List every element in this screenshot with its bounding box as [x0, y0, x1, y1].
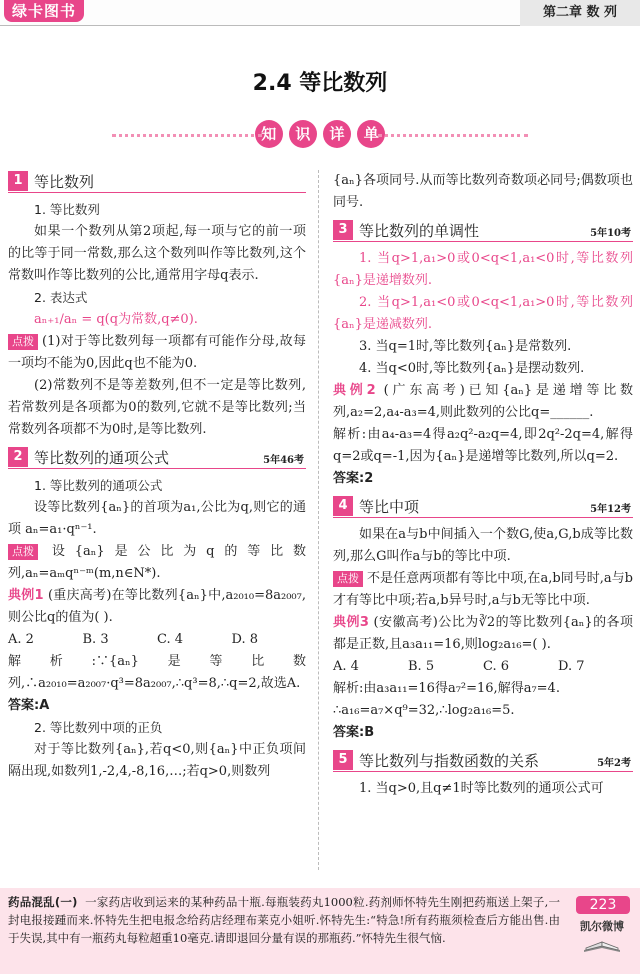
- example-2: [333, 380, 633, 424]
- note-tag: 点拨: [333, 571, 363, 587]
- banner-dots-right: [378, 134, 528, 137]
- example-label: 典例2: [333, 383, 376, 398]
- subheading: 1. 等比数列: [34, 202, 100, 217]
- note-text: (1)对于等比数列每一项都有可能作分母,故每一项均不能为0,因此q也不能为0.: [8, 334, 306, 371]
- exam-frequency: 5年10考: [590, 228, 631, 239]
- section-title: 等比数列的单调性: [359, 222, 480, 240]
- left-column: [8, 165, 306, 783]
- page-header: [0, 0, 640, 26]
- answer: 答案:B: [333, 725, 375, 740]
- page-title: 2.4 等比数列: [252, 71, 388, 96]
- book-icon: [582, 936, 622, 954]
- option: D. 8: [231, 632, 258, 647]
- option: D. 7: [558, 659, 585, 674]
- option: A. 2: [8, 632, 34, 647]
- section-title: 等比数列的通项公式: [34, 449, 170, 467]
- subheading: 2. 表达式: [34, 290, 88, 305]
- banner-char: 单: [357, 120, 385, 148]
- example-options: [333, 656, 633, 678]
- section-number: 4: [333, 496, 353, 516]
- footer-title: 药品混乱(一): [8, 895, 78, 909]
- note-text: 设{aₙ}是公比为q的等比数列,aₙ=aₘqⁿ⁻ᵐ(m,n∈N*).: [8, 544, 306, 581]
- exam-frequency: 5年2考: [597, 758, 631, 769]
- page-number: 223: [576, 896, 630, 914]
- footer-paragraph: [8, 893, 560, 947]
- section-1-heading: [8, 169, 306, 193]
- section-title: 等比数列: [34, 173, 95, 191]
- example-text: (重庆高考)在等比数列{aₙ}中,a₂₀₁₀=8a₂₀₀₇,则公比q的值为( ).: [8, 588, 306, 625]
- definition-text: 如果在a与b中间插入一个数G,使a,G,b成等比数列,那么G叫作a与b的等比中项.: [333, 527, 633, 564]
- exam-frequency: 5年46考: [263, 455, 304, 466]
- note-2: [8, 541, 306, 585]
- example-text: (广东高考)已知{aₙ}是递增等比数列,a₂=2,a₄-a₃=4,则此数列的公比q=______.: [333, 383, 634, 420]
- page-badge: [570, 896, 634, 960]
- banner-char: 详: [323, 120, 351, 148]
- note-4: [333, 568, 633, 612]
- banner-char: 知: [255, 120, 283, 148]
- section-banner: [0, 120, 640, 150]
- option: C. 4: [157, 632, 184, 647]
- rule-text: 2. 当q>1,a₁<0或0<q<1,a₁>0时,等比数列{aₙ}是递减数列.: [333, 295, 633, 332]
- continued-text: {aₙ}各项同号.从而等比数列奇数项必同号;偶数项也同号.: [333, 173, 633, 210]
- subheading: 1. 等比数列的通项公式: [34, 478, 163, 493]
- formula: aₙ₊₁/aₙ = q(q为常数,q≠0).: [34, 312, 198, 327]
- rule-text: 4. 当q<0时,等比数列{aₙ}是摆动数列.: [359, 361, 585, 376]
- note-tag: 点拨: [8, 334, 38, 350]
- exam-frequency: 5年12考: [590, 504, 631, 515]
- right-column: [333, 170, 633, 800]
- note-text: (2)常数列不是等差数列,但不一定是等比数列,若常数列是各项都为0的数列,它就不是等比数列;当常数列各项都不为0时,是等比数列.: [8, 378, 306, 437]
- banner-char: 识: [289, 120, 317, 148]
- option: B. 5: [408, 659, 435, 674]
- note-text: 不是任意两项都有等比中项,在a,b同号时,a与b才有等比中项;若a,b异号时,a与b无等比中项.: [333, 571, 633, 608]
- example-1: [8, 585, 306, 629]
- example-label: 典例3: [333, 615, 369, 630]
- section-number: 5: [333, 750, 353, 770]
- body-text: 设等比数列{aₙ}的首项为a₁,公比为q,则它的通项 aₙ=a₁·qⁿ⁻¹.: [8, 500, 306, 537]
- section-4-heading: [333, 494, 633, 518]
- section-3-heading: [333, 218, 633, 242]
- section-2-heading: [8, 445, 306, 469]
- section-title: 等比中项: [359, 498, 420, 516]
- example-label: 典例1: [8, 588, 44, 603]
- answer: 答案:A: [8, 698, 50, 713]
- rule-text: 3. 当q=1时,等比数列{aₙ}是常数列.: [359, 339, 572, 354]
- section-5-heading: [333, 748, 633, 772]
- example-3: [333, 612, 633, 656]
- solution-text: 解析:由a₄-a₃=4得a₂q²-a₂q=4,即2q²-2q=4,解得q=2或q=-1,因为{aₙ}是递增等比数列,所以q=2.: [333, 427, 633, 464]
- footer-story: [0, 888, 640, 974]
- note-1: [8, 331, 306, 375]
- publisher-logo: 绿卡图书: [4, 0, 84, 22]
- solution-text: ∴a₁₆=a₇×q⁹=32,∴log₂a₁₆=5.: [333, 703, 515, 718]
- subheading: 2. 等比数列中项的正负: [34, 720, 163, 735]
- body-text: 1. 当q>0,且q≠1时等比数列的通项公式可: [359, 781, 604, 796]
- column-divider: [318, 170, 319, 870]
- body-text: 对于等比数列{aₙ},若q<0,则{aₙ}中正负项间隔出现,如数列1,-2,4,-8,16,…;若q>0,则数列: [8, 742, 306, 779]
- banner-dots-left: [112, 134, 262, 137]
- section-number: 1: [8, 171, 28, 191]
- rule-text: 1. 当q>1,a₁>0或0<q<1,a₁<0时,等比数列{aₙ}是递增数列.: [333, 251, 633, 288]
- option: A. 4: [333, 659, 359, 674]
- section-number: 3: [333, 220, 353, 240]
- solution-text: 解析:由a₃a₁₁=16得a₇²=16,解得a₇=4.: [333, 681, 560, 696]
- solution-text: 解析:∵{aₙ}是等比数列,∴a₂₀₁₀=a₂₀₀₇·q³=8a₂₀₀₇,∴q³=8,∴q=2,故选A.: [8, 654, 306, 691]
- section-number: 2: [8, 447, 28, 467]
- section-title: 等比数列与指数函数的关系: [359, 752, 540, 770]
- answer: 答案:2: [333, 471, 374, 486]
- option: C. 6: [483, 659, 510, 674]
- chapter-label: 第二章 数 列: [520, 0, 640, 26]
- note-tag: 点拨: [8, 544, 38, 560]
- example-options: [8, 629, 306, 651]
- example-text: (安徽高考)公比为∛2的等比数列{aₙ}的各项都是正数,且a₃a₁₁=16,则log₂a₁₆=( ).: [333, 615, 633, 652]
- brand-label: 凯尔微博: [580, 920, 624, 933]
- option: B. 3: [82, 632, 109, 647]
- footer-text: 一家药店收到运来的某种药品十瓶.每瓶装药丸1000粒.药剂师怀特先生刚把药瓶送上架子,一封电报接踵而来.怀特先生把电报念给药店经理布莱克小姐听.怀特先生:“特急!所有药瓶须检查后方能出售.由于失误,其中有一瓶药丸每粒超重10毫克.请即退回分量有误的那瓶药.”怀特先生很气恼.: [8, 895, 561, 945]
- definition-text: 如果一个数列从第2项起,每一项与它的前一项的比等于同一常数,那么这个数列叫作等比数列,这个常数叫作等比数列的公比,通常用字母q表示.: [8, 224, 306, 283]
